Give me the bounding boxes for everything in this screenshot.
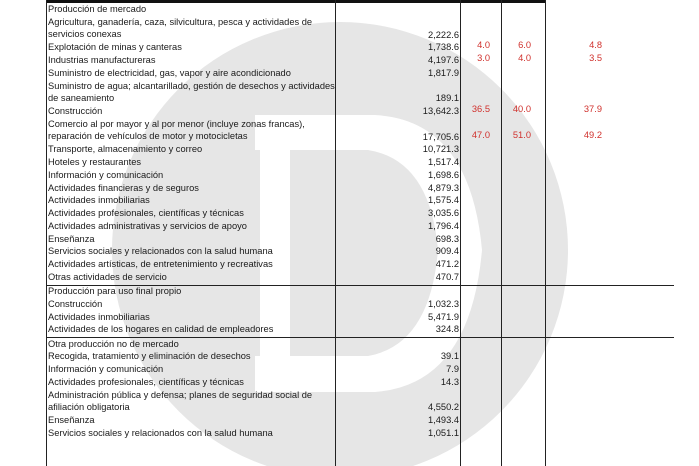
row-label-line: Información y comunicación [48,364,164,374]
row-label-line: servicios conexas [48,28,122,39]
row-value: 4,197.6 [427,55,459,65]
row-label [48,323,328,335]
row-label-line: Suministro de electricidad, gas, vapor y aire acondicionado [48,67,291,78]
table-row [0,80,699,106]
row-value: 2,222.6 [427,29,459,40]
row-value: 10,721.3 [422,144,459,155]
table-row [0,414,699,427]
row-label [48,298,328,310]
row-label-line: Transporte, almacenamiento y correo [48,144,203,155]
table-row [0,105,699,118]
header-rule [335,0,545,3]
table-row [0,118,699,144]
table-row [0,67,699,80]
row-percent-c3: 37.9 [583,104,602,114]
table-row [0,54,699,67]
row-label [48,105,328,117]
row-label-line: Construcción [48,298,103,309]
row-label-line: Administración pública y defensa; planes de seguridad social de [48,389,313,400]
row-label-line: Actividades profesionales, científicas y técnicas [48,376,244,387]
row-label-line: Actividades inmobiliarias [48,311,150,322]
table-row [0,182,699,195]
row-value: 14.3 [440,376,459,387]
row-value: 4,879.3 [427,182,459,193]
row-label-line: Actividades financieras y de seguros [48,182,199,193]
row-label [48,118,328,142]
row-label-line: Construcción [48,106,103,116]
section-header-label: Otra producción no de mercado [48,338,179,349]
row-value: 1,738.6 [427,42,459,53]
row-label-line: Actividades de los hogares en calidad de empleadores [48,324,274,335]
row-label [48,194,328,206]
row-percent-c3: 3.5 [589,53,602,63]
row-label-line: Información y comunicación [48,169,164,180]
row-label [48,156,328,168]
row-value: 1,493.4 [427,415,459,425]
table-row [0,311,699,324]
table-row [0,389,699,415]
table-row [0,271,699,284]
section-header-label: Producción de mercado [48,4,147,14]
row-value: 17,705.6 [422,131,459,142]
row-value: 3,035.6 [427,208,459,218]
row-value: 5,471.9 [427,311,459,322]
row-label [48,245,328,257]
row-label [48,16,328,40]
row-label-line: Servicios sociales y relacionados con la salud humana [48,246,273,257]
section-header-label: Producción para uso final propio [48,286,182,296]
row-label [48,182,328,194]
row-label-line: Actividades profesionales, científicas y técnicas [48,208,244,218]
row-percent-c2: 6.0 [518,40,531,51]
row-value: 1,051.1 [427,427,459,438]
row-label-line: afiliación obligatoria [48,401,130,412]
row-label [48,41,328,53]
row-label-line: Otras actividades de servicio [48,271,167,282]
row-value: 39.1 [440,351,459,362]
row-value: 470.7 [435,271,459,282]
row-label [48,376,328,388]
row-value: 1,575.4 [427,195,459,206]
row-value: 189.1 [435,93,459,104]
table-row [0,258,699,271]
row-label [48,311,328,323]
row-percent-c3: 4.8 [589,40,602,51]
row-value: 1,698.6 [427,169,459,180]
table-row [0,376,699,389]
row-label [48,54,328,66]
row-percent-c2: 40.0 [512,104,531,114]
row-label-line: Enseñanza [48,415,95,425]
row-label [48,363,328,375]
row-label-line: Actividades artísticas, de entretenimiento y recreativas [48,259,273,269]
table-row [0,169,699,182]
row-label-line: reparación de vehículos de motor y motocicletas [48,130,248,141]
row-value: 1,817.9 [427,67,459,78]
row-percent-c3: 49.2 [583,129,602,140]
row-label-line: de saneamiento [48,92,115,103]
row-label [48,389,328,413]
row-value: 1,796.4 [427,220,459,231]
row-percent-c1: 47.0 [471,129,490,140]
row-label-line: Actividades administrativas y servicios de apoyo [48,220,247,231]
table-row [0,350,699,363]
row-label [48,207,328,219]
row-label [48,220,328,232]
table-row [0,298,699,311]
row-value: 324.8 [435,324,459,335]
row-value: 7.9 [446,364,459,374]
row-percent-c2: 4.0 [518,53,531,63]
table-row [0,16,699,42]
row-percent-c1: 36.5 [471,104,490,114]
row-label [48,427,328,439]
row-label-line: Suministro de agua; alcantarillado, gestión de desechos y actividades [48,80,335,91]
row-label [48,67,328,79]
table-row [0,156,699,169]
table-row [0,363,699,376]
row-label-line: Enseñanza [48,233,95,244]
row-percent-c2: 51.0 [512,129,531,140]
table-row [0,233,699,246]
row-label [48,80,335,104]
row-percent-c1: 4.0 [477,40,490,51]
table-row [0,220,699,233]
row-value: 471.2 [435,259,459,269]
row-label [48,414,328,426]
row-label [48,350,328,362]
row-label-line: Servicios sociales y relacionados con la salud humana [48,427,273,438]
row-value: 13,642.3 [422,106,459,116]
table-row [0,194,699,207]
row-label [48,258,328,270]
table-row [0,427,699,440]
row-label [48,169,328,181]
row-label-line: Comercio al por mayor y al por menor (incluye zonas francas), [48,118,305,129]
row-label-line: Recogida, tratamiento y eliminación de desechos [48,351,251,362]
row-label-line: Agricultura, ganadería, caza, silvicultura, pesca y actividades de [48,16,313,27]
row-value: 1,032.3 [427,298,459,309]
table-row [0,245,699,258]
table-row [0,207,699,220]
row-label-line: Explotación de minas y canteras [48,42,182,53]
row-label [48,271,328,283]
row-label-line: Hoteles y restaurantes [48,157,142,167]
row-label [48,143,328,155]
row-value: 1,517.4 [427,157,459,167]
row-label-line: Actividades inmobiliarias [48,195,150,206]
table-row [0,323,699,336]
row-value: 4,550.2 [427,402,459,413]
row-value: 909.4 [435,246,459,257]
row-value: 698.3 [435,233,459,244]
row-label-line: Industrias manufactureras [48,55,156,65]
row-label [48,233,328,245]
table-row [0,143,699,156]
row-percent-c1: 3.0 [477,53,490,63]
